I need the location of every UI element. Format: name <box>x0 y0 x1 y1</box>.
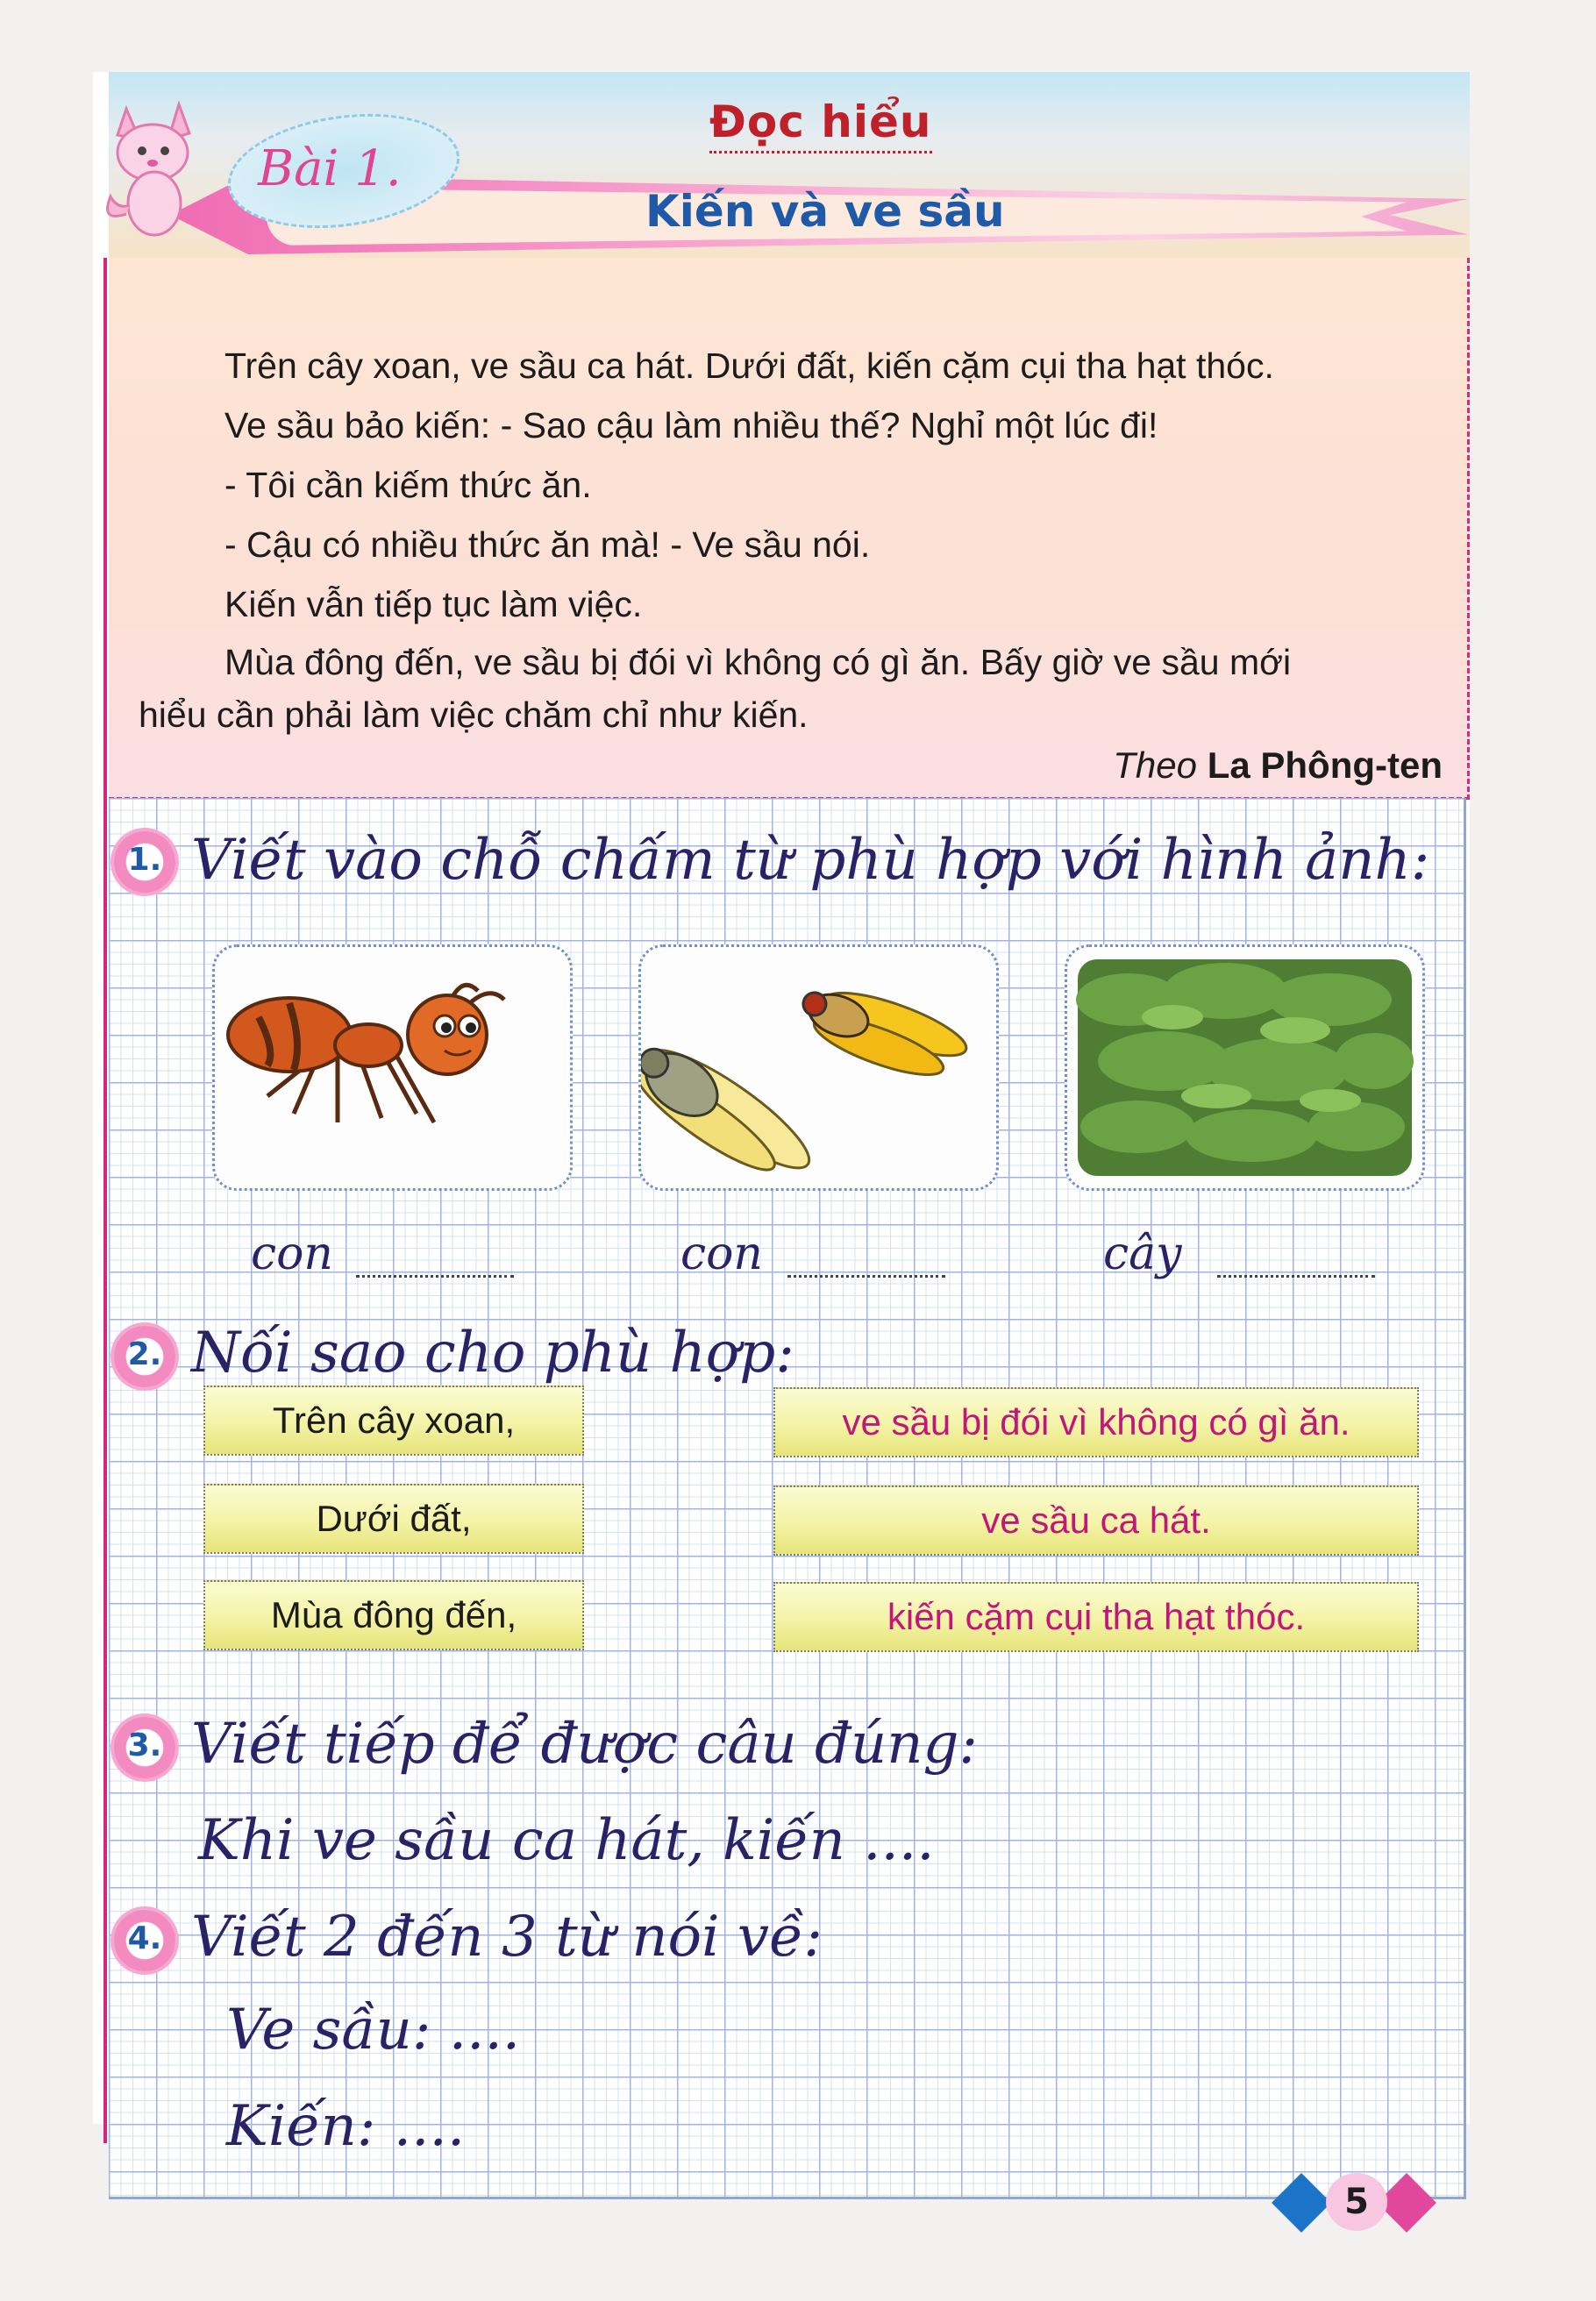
match-right-item[interactable]: ve sầu bị đói vì không có gì ăn. <box>773 1387 1419 1457</box>
question-4-item-ant[interactable]: Kiến: .... <box>226 2094 466 2159</box>
question-4-marker <box>114 1910 175 1971</box>
question-number: 4. <box>127 1920 162 1956</box>
ant-icon <box>215 947 570 1188</box>
cicada-answer-blank[interactable] <box>787 1275 945 1278</box>
passage-line: hiểu cần phải làm việc chăm chỉ như kiến. <box>139 695 809 735</box>
section-title: Đọc hiểu <box>709 96 932 153</box>
fox-mascot-icon <box>100 91 205 240</box>
reading-passage <box>109 258 1470 800</box>
ant-answer-blank[interactable] <box>356 1275 514 1278</box>
passage-line: - Cậu có nhiều thức ăn mà! - Ve sầu nói. <box>224 524 871 565</box>
question-number: 2. <box>127 1336 162 1372</box>
lesson-header <box>109 72 1470 260</box>
question-2-marker <box>114 1326 175 1387</box>
question-2-title: Nối sao cho phù hợp: <box>191 1321 794 1386</box>
left-margin-line <box>103 258 107 2143</box>
match-left-item[interactable]: Dưới đất, <box>203 1484 584 1554</box>
question-3-sentence[interactable]: Khi ve sầu ca hát, kiến .... <box>198 1808 935 1873</box>
ant-image <box>212 944 573 1191</box>
source-author: La Phông-ten <box>1207 744 1443 786</box>
question-1-title: Viết vào chỗ chấm từ phù hợp với hình ảnh: <box>191 828 1430 893</box>
tree-label: cây <box>1103 1228 1182 1280</box>
question-4-title: Viết 2 đến 3 từ nói về: <box>191 1905 823 1970</box>
tree-answer-blank[interactable] <box>1217 1275 1375 1278</box>
passage-source <box>1113 744 1443 787</box>
page-number-badge <box>1280 2173 1447 2234</box>
match-right-item[interactable]: ve sầu ca hát. <box>773 1485 1419 1556</box>
question-3-title: Viết tiếp để được câu đúng: <box>191 1712 978 1777</box>
match-left-item[interactable]: Mùa đông đến, <box>203 1580 584 1650</box>
passage-line: Trên cây xoan, ve sầu ca hát. Dưới đất, kiến cặm cụi tha hạt thóc. <box>224 346 1274 386</box>
passage-line: Kiến vẫn tiếp tục làm việc. <box>224 584 643 624</box>
match-left-item[interactable]: Trên cây xoan, <box>203 1386 584 1456</box>
cicada-icon <box>641 947 996 1188</box>
ant-label: con <box>251 1228 333 1280</box>
match-right-item[interactable]: kiến cặm cụi tha hạt thóc. <box>773 1582 1419 1652</box>
tree-icon <box>1067 947 1422 1188</box>
question-number: 1. <box>127 842 162 878</box>
question-3-marker <box>114 1717 175 1778</box>
chinaberry-tree-image <box>1065 944 1425 1191</box>
cicada-image <box>638 944 999 1191</box>
lesson-label: Bài 1. <box>258 140 402 197</box>
source-prefix: Theo <box>1113 744 1198 786</box>
page-number: 5 <box>1326 2173 1387 2231</box>
question-number: 3. <box>127 1728 162 1763</box>
workbook-page <box>93 72 1470 2159</box>
question-1-marker <box>114 831 175 893</box>
cicada-label: con <box>680 1228 763 1280</box>
passage-line: Ve sầu bảo kiến: - Sao cậu làm nhiều thế? Nghỉ một lúc đi! <box>224 405 1158 445</box>
story-title: Kiến và ve sầu <box>645 186 1005 237</box>
diamond-icon <box>1272 2173 1331 2233</box>
passage-line: Mùa đông đến, ve sầu bị đói vì không có gì ăn. Bấy giờ ve sầu mới <box>224 642 1292 682</box>
passage-line: - Tôi cần kiếm thức ăn. <box>224 465 592 505</box>
question-4-item-cicada[interactable]: Ve sầu: .... <box>226 1998 521 2062</box>
